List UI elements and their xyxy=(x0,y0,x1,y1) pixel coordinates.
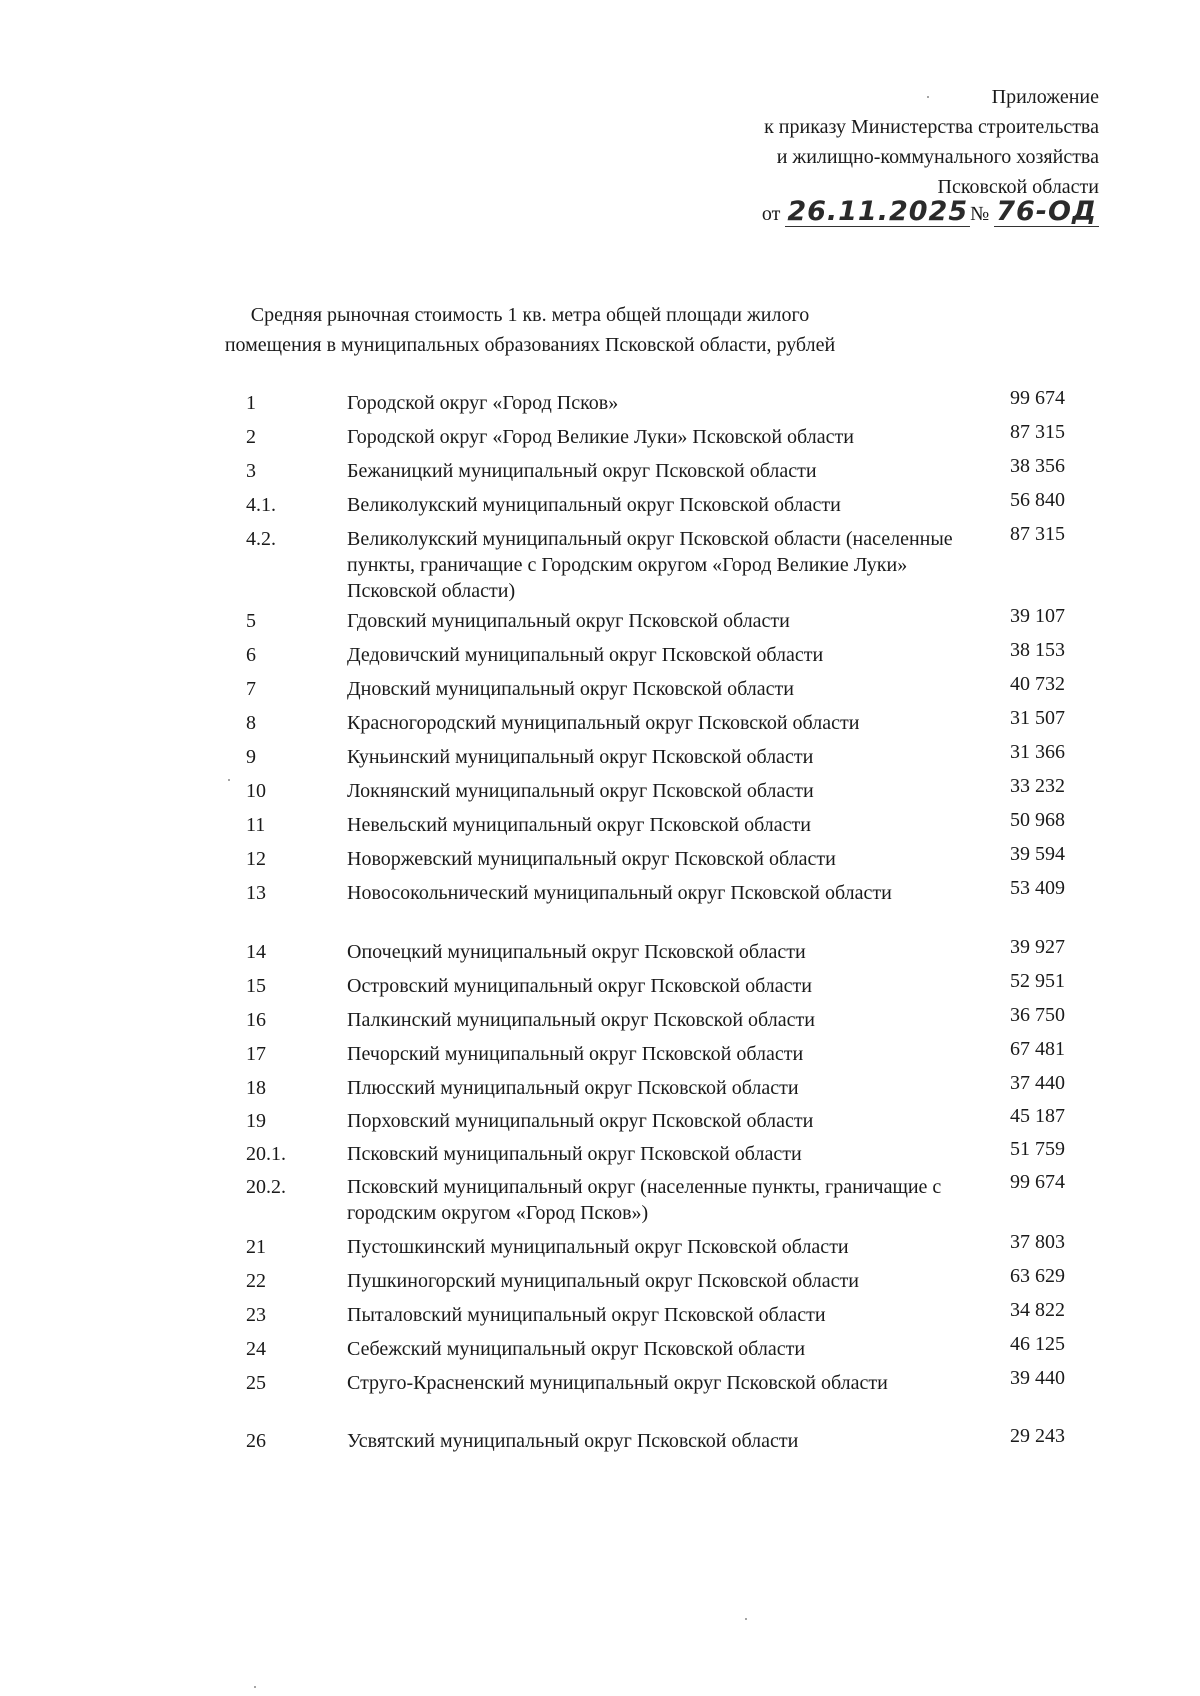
municipality-name: Порховский муниципальный округ Псковской области xyxy=(347,1110,814,1132)
municipality-name: Пыталовский муниципальный округ Псковской области xyxy=(347,1304,826,1326)
municipality-name: Псковский муниципальный округ (населенные пункты, граничащие с городским округом «Город Псков») xyxy=(347,1176,942,1224)
price-value: 52 951 xyxy=(1010,970,1065,992)
municipality-name: Красногородский муниципальный округ Псковской области xyxy=(347,712,860,734)
price-value: 99 674 xyxy=(1010,387,1065,409)
municipality-name: Невельский муниципальный округ Псковской области xyxy=(347,814,811,836)
row-number: 18 xyxy=(246,1077,266,1099)
row-number: 20.1. xyxy=(246,1143,286,1165)
price-value: 67 481 xyxy=(1010,1038,1065,1060)
price-value: 39 927 xyxy=(1010,936,1065,958)
title-line-1: Средняя рыночная стоимость 1 кв. метра общей площади жилого xyxy=(250,304,810,326)
price-value: 29 243 xyxy=(1010,1425,1065,1447)
table-row xyxy=(246,1367,1065,1396)
municipality-name: Новосокольнический муниципальный округ Псковской области xyxy=(347,882,892,904)
handwritten-date: 26.11.2025 xyxy=(787,196,969,227)
date-prefix: от xyxy=(761,203,781,225)
table-row xyxy=(246,1171,1065,1226)
municipality-name: Палкинский муниципальный округ Псковской области xyxy=(347,1009,815,1031)
price-value: 50 968 xyxy=(1010,809,1065,831)
price-value: 40 732 xyxy=(1010,673,1065,695)
row-number: 16 xyxy=(246,1009,266,1031)
scan-speck xyxy=(745,1618,747,1620)
price-value: 63 629 xyxy=(1010,1265,1065,1287)
municipality-name: Гдовский муниципальный округ Псковской области xyxy=(347,610,790,632)
price-value: 39 440 xyxy=(1010,1367,1065,1389)
table-row xyxy=(246,707,1065,736)
price-value: 99 674 xyxy=(1010,1171,1065,1193)
row-number: 14 xyxy=(246,941,266,963)
municipality-name: Пустошкинский муниципальный округ Псковской области xyxy=(347,1236,849,1258)
handwritten-number: 76-ОД xyxy=(996,196,1097,227)
table-row xyxy=(246,387,1065,416)
table-row xyxy=(246,1138,1065,1167)
header-line-ministry: и жилищно-коммунального хозяйства xyxy=(776,146,1099,168)
table-row xyxy=(246,1299,1065,1328)
table-row xyxy=(246,1072,1065,1101)
price-value: 53 409 xyxy=(1010,877,1065,899)
row-number: 24 xyxy=(246,1338,266,1360)
price-value: 46 125 xyxy=(1010,1333,1065,1355)
row-number: 8 xyxy=(246,712,256,734)
price-value: 56 840 xyxy=(1010,489,1065,511)
price-value: 45 187 xyxy=(1010,1105,1065,1127)
price-value: 87 315 xyxy=(1010,421,1065,443)
table-row xyxy=(246,489,1065,518)
municipality-name: Струго-Красненский муниципальный округ Псковской области xyxy=(347,1372,888,1394)
row-number: 23 xyxy=(246,1304,266,1326)
row-number: 22 xyxy=(246,1270,266,1292)
municipality-name: Псковский муниципальный округ Псковской области xyxy=(347,1143,802,1165)
municipality-name: Новоржевский муниципальный округ Псковской области xyxy=(347,848,836,870)
table-row xyxy=(246,843,1065,872)
price-value: 36 750 xyxy=(1010,1004,1065,1026)
row-number: 20.2. xyxy=(246,1176,286,1198)
row-number: 4.1. xyxy=(246,494,276,516)
header-line-order: к приказу Министерства строительства xyxy=(764,116,1099,138)
municipality-name: Опочецкий муниципальный округ Псковской области xyxy=(347,941,806,963)
municipality-name: Локнянский муниципальный округ Псковской области xyxy=(347,780,814,802)
municipality-name: Печорский муниципальный округ Псковской области xyxy=(347,1043,804,1065)
row-number: 11 xyxy=(246,814,266,836)
row-number: 9 xyxy=(246,746,256,768)
row-number: 10 xyxy=(246,780,266,802)
header-line-region: Псковской области xyxy=(937,176,1099,198)
row-number: 17 xyxy=(246,1043,266,1065)
appendix-header xyxy=(579,82,1099,229)
row-number: 12 xyxy=(246,848,266,870)
table-row xyxy=(246,1231,1065,1260)
table-row xyxy=(246,523,1065,604)
row-number: 26 xyxy=(246,1430,266,1452)
table-row xyxy=(246,741,1065,770)
price-value: 34 822 xyxy=(1010,1299,1065,1321)
municipality-name: Пушкиногорский муниципальный округ Псковской области xyxy=(347,1270,859,1292)
municipality-name: Великолукский муниципальный округ Псковской области xyxy=(347,494,841,516)
price-value: 37 440 xyxy=(1010,1072,1065,1094)
municipality-name: Городской округ «Город Псков» xyxy=(347,392,619,414)
table-row xyxy=(246,421,1065,450)
scan-speck xyxy=(254,1686,256,1688)
row-number: 7 xyxy=(246,678,256,700)
row-number: 5 xyxy=(246,610,256,632)
row-number: 13 xyxy=(246,882,266,904)
municipality-name: Бежаницкий муниципальный округ Псковской области xyxy=(347,460,817,482)
row-number: 6 xyxy=(246,644,256,666)
municipality-name: Себежский муниципальный округ Псковской области xyxy=(347,1338,806,1360)
municipality-name: Куньинский муниципальный округ Псковской области xyxy=(347,746,814,768)
table-row xyxy=(246,1038,1065,1067)
table-row xyxy=(246,455,1065,484)
row-number: 19 xyxy=(246,1110,266,1132)
municipality-name: Плюсский муниципальный округ Псковской области xyxy=(347,1077,799,1099)
price-value: 33 232 xyxy=(1010,775,1065,797)
municipality-name: Усвятский муниципальный округ Псковской области xyxy=(347,1430,799,1452)
price-value: 31 507 xyxy=(1010,707,1065,729)
table-row xyxy=(246,605,1065,634)
header-line-appendix: Приложение xyxy=(991,86,1099,108)
number-sign: № xyxy=(970,203,990,225)
municipality-name: Островский муниципальный округ Псковской области xyxy=(347,975,812,997)
table-row xyxy=(246,877,1065,906)
row-number: 2 xyxy=(246,426,256,448)
price-value: 38 153 xyxy=(1010,639,1065,661)
price-value: 38 356 xyxy=(1010,455,1065,477)
row-number: 1 xyxy=(246,392,256,414)
municipality-name: Дедовичский муниципальный округ Псковской области xyxy=(347,644,824,666)
scan-speck xyxy=(228,779,230,781)
table-row xyxy=(246,970,1065,999)
row-number: 25 xyxy=(246,1372,266,1394)
table-row xyxy=(246,639,1065,668)
table-row xyxy=(246,775,1065,804)
price-value: 37 803 xyxy=(1010,1231,1065,1253)
title-line-2: помещения в муниципальных образованиях Псковской области, рублей xyxy=(224,334,836,356)
price-value: 87 315 xyxy=(1010,523,1065,545)
price-table xyxy=(246,387,1065,1452)
row-number: 3 xyxy=(246,460,256,482)
price-value: 39 107 xyxy=(1010,605,1065,627)
municipality-name: Великолукский муниципальный округ Псковской области (населенные пункты, граничащие с Городским округом «Город Великие Луки» Псковской области) xyxy=(347,528,953,602)
table-row xyxy=(246,673,1065,702)
table-row xyxy=(246,936,1065,965)
row-number: 15 xyxy=(246,975,266,997)
table-row xyxy=(246,1265,1065,1294)
price-value: 31 366 xyxy=(1010,741,1065,763)
price-value: 51 759 xyxy=(1010,1138,1065,1160)
table-row xyxy=(246,1333,1065,1362)
order-date-line xyxy=(579,198,1099,229)
row-number: 4.2. xyxy=(246,528,276,550)
table-row xyxy=(246,1105,1065,1134)
document-title xyxy=(220,300,840,360)
scan-speck xyxy=(927,96,929,98)
price-value: 39 594 xyxy=(1010,843,1065,865)
table-row xyxy=(246,1425,1065,1454)
table-row xyxy=(246,809,1065,838)
municipality-name: Городской округ «Город Великие Луки» Псковской области xyxy=(347,426,854,448)
table-row xyxy=(246,1004,1065,1033)
row-number: 21 xyxy=(246,1236,266,1258)
municipality-name: Дновский муниципальный округ Псковской области xyxy=(347,678,794,700)
